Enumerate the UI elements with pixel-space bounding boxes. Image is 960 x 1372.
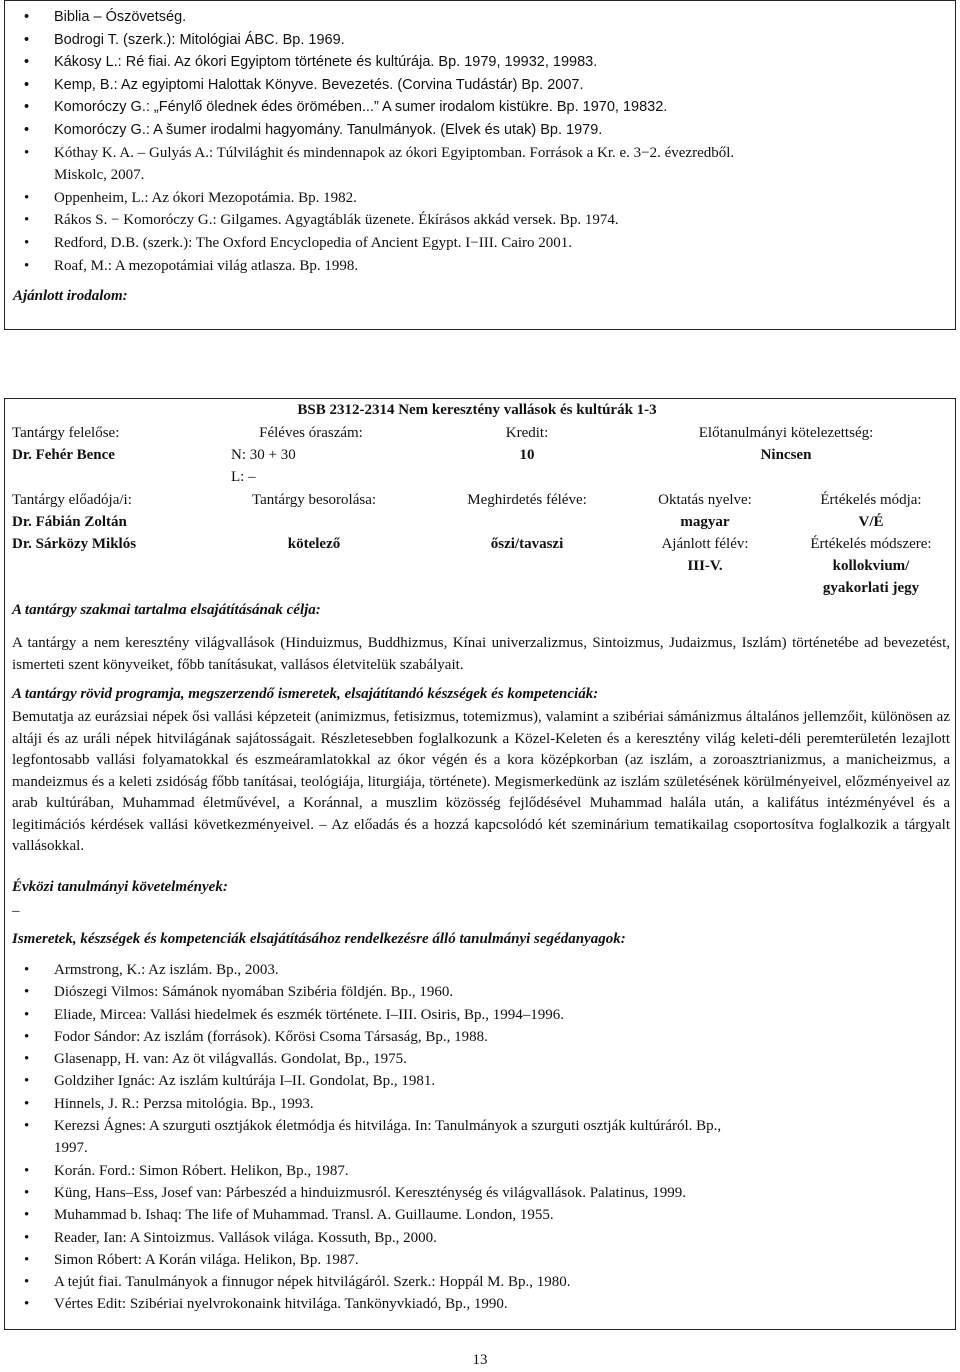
study-aids-list [5,959,955,1316]
bibliography-list [5,6,955,277]
responsible-value: Dr. Fehér Bence [12,447,115,463]
program-heading: A tantárgy rövid programja, megszerzendő ismeretek, elsajátítandó készségek és kompetenciák: [12,686,599,702]
study-aid-item: • Simon Róbert: A Korán világa. Helikon, Bp. 1987. [5,1249,955,1271]
bibliography-item: • Biblia – Ószövetség. [5,6,955,29]
prerequisite-value: Nincsen [760,447,812,463]
recommended-literature-heading: Ajánlott irodalom: [13,288,128,304]
credit-label: Kredit: [505,425,549,441]
responsible-label: Tantárgy felelőse: [12,425,120,441]
lecturer-name-2: Dr. Sárközy Miklós [12,536,137,552]
study-aid-item: • Hinnels, J. R.: Perzsa mitológia. Bp., 1993. [5,1093,955,1115]
bibliography-item: • Roaf, M.: A mezopotámiai világ atlasza. Bp. 1998. [5,255,955,278]
bibliography-item: Miskolc, 2007. [54,167,145,184]
study-aid-item: • A tejút fiai. Tanulmányok a finnugor népek hitvilágáról. Szerk.: Hoppál M. Bp., 1980. [5,1271,955,1293]
bibliography-item: • Komoróczy G.: „Fénylő ölednek édes örömében...” A sumer irodalom kistükre. Bp. 1970, 19832. [5,96,955,119]
language-value: magyar [680,514,730,530]
page-number: 13 [472,1352,488,1368]
bibliography-box [4,0,956,330]
evaluation-method-value-1: kollokvium/ [832,558,910,574]
study-aid-item: • Küng, Hans–Ess, Josef van: Párbeszéd a hinduizmusról. Kereszténység és világvallások. Palatinus, 1999. [5,1182,955,1204]
study-aid-item: • Muhammad b. Ishaq: The life of Muhammad. Transl. A. Guillaume. London, 1955. [5,1204,955,1226]
recommended-semester-value: III-V. [687,558,723,574]
study-aid-item: • Vértes Edit: Szibériai nyelvrokonaink hitvilága. Tankönyvkiadó, Bp., 1990. [5,1293,955,1315]
study-aid-item: • Armstrong, K.: Az iszlám. Bp., 2003. [5,959,955,981]
bibliography-item: • Kemp, B.: Az egyiptomi Halottak Könyve. Bevezetés. (Corvina Tudástár) Bp. 2007. [5,74,955,97]
bibliography-item: • Kákosy L.: Ré fiai. Az ókori Egyiptom története és kultúrája. Bp. 1979, 19932, 19983. [5,51,955,74]
course-description-box [4,398,956,1330]
bibliography-item: • Bodrogi T. (szerk.): Mitológiai ÁBC. Bp. 1969. [5,29,955,52]
semester-label: Meghirdetés féléve: [467,492,587,508]
classification-label: Tantárgy besorolása: [251,492,377,508]
lecturer-name-1: Dr. Fábián Zoltán [12,514,127,530]
study-aid-item: • Goldziher Ignác: Az iszlám kultúrája I–II. Gondolat, Bp., 1981. [5,1070,955,1092]
evaluation-method-value-2: gyakorlati jegy [822,580,920,596]
study-aid-item: • Reader, Ian: A Sintoizmus. Vallások világa. Kossuth, Bp., 2000. [5,1227,955,1249]
hours-label: Féléves óraszám: [259,425,363,441]
hours-l-value: L: – [231,469,256,485]
prerequisite-label: Előtanulmányi kötelezettség: [698,425,874,441]
bibliography-item: • Kóthay K. A. – Gulyás A.: Túlvilághit és mindennapok az ókori Egyiptomban. Források a Kr. e. 3−2. évezredből. [5,142,955,165]
language-label: Oktatás nyelve: [658,492,752,508]
study-aid-item: • Glasenapp, H. van: Az öt világvallás. Gondolat, Bp., 1975. [5,1048,955,1070]
bibliography-item: • Komoróczy G.: A šumer irodalmi hagyomány. Tanulmányok. (Elvek és utak) Bp. 1979. [5,119,955,142]
study-aid-item: • Diószegi Vilmos: Sámánok nyomában Szibéria földjén. Bp., 1960. [5,981,955,1003]
evaluation-method-label: Értékelés módszere: [810,536,932,552]
recommended-semester-label: Ajánlott félév: [661,536,749,552]
study-aid-item: • Kerezsi Ágnes: A szurguti osztjákok életmódja és hitvilága. In: Tanulmányok a szurguti osztják kultúráról. Bp., [5,1115,955,1137]
bibliography-item: • Rákos S. − Komoróczy G.: Gilgames. Agyagtáblák üzenete. Ékírásos akkád versek. Bp. 1974. [5,209,955,232]
bibliography-item: • Oppenheim, L.: Az ókori Mezopotámia. Bp. 1982. [5,187,955,210]
goal-text: A tantárgy a nem keresztény világvallások (Hinduizmus, Buddhizmus, Kínai univerzalizmus, Sintoizmus, Judaizmus, Iszlám) történetébe ad bevezetést, ismerteti szent könyveiket, főbb tanításukat, vallásos életvitelük szabályait. [12,635,950,673]
study-aid-item: • Korán. Ford.: Simon Róbert. Helikon, Bp., 1987. [5,1160,955,1182]
course-title: BSB 2312-2314 Nem keresztény vallások és kultúrák 1-3 [297,402,657,418]
goal-heading: A tantárgy szakmai tartalma elsajátításának célja: [12,602,321,618]
evaluation-mode-value: V/É [858,514,884,530]
hours-n-value: N: 30 + 30 [231,447,296,463]
bibliography-item: • Redford, D.B. (szerk.): The Oxford Encyclopedia of Ancient Egypt. I−III. Cairo 2001. [5,232,955,255]
requirements-heading: Évközi tanulmányi követelmények: [12,879,228,895]
lecturer-label: Tantárgy előadója/i: [12,492,132,508]
evaluation-mode-label: Értékelés módja: [820,492,922,508]
study-aids-heading: Ismeretek, készségek és kompetenciák elsajátításához rendelkezésre álló tanulmányi segédanyagok: [12,931,626,947]
program-text: Bemutatja az eurázsiai népek ősi vallási képzeteit (animizmus, fetisizmus, totemizmus), valamint a szibériai sámánizmus általános jellemzőit, különösen az altáji és az uráli népek hitvilágának sajátosságait. Részletesebben foglalkozunk a Közel-Keleten és a keresztény világ keleti-déli peremterületén lezajlott legfontosabb vallási folyamatokkal és eszmeáramlatokkal az ókor végén és a kora középkorban (az iszlám, a zoroasztrianizmus, a manicheizmus, a mandeizmus és a keleti zsidóság főbb tanításai, teológiája, liturgiája, története). Megismerkedünk az iszlám születésének körülményeivel, előzményeivel az arab kultúrában, Muhammad életművével, a Koránnal, a muszlim közösség fejlődésével Muhammad halála után, a kalifátus intézményével és a legitimációs kérdések vallási következményeivel. – Az előadás és a hozzá kapcsolódó két szeminárium tematikailag csoportosítva foglalkozik a tárgyalt vallásokkal. [12,709,950,854]
credit-value: 10 [519,447,535,463]
classification-value: kötelező [287,536,341,552]
study-aid-item: • Eliade, Mircea: Vallási hiedelmek és eszmék története. I–III. Osiris, Bp., 1994–1996. [5,1004,955,1026]
semester-value: őszi/tavaszi [490,536,564,552]
study-aid-item: • Fodor Sándor: Az iszlám (források). Kőrösi Csoma Társaság, Bp., 1988. [5,1026,955,1048]
study-aid-item: 1997. [54,1140,88,1157]
requirements-value: – [12,903,20,919]
